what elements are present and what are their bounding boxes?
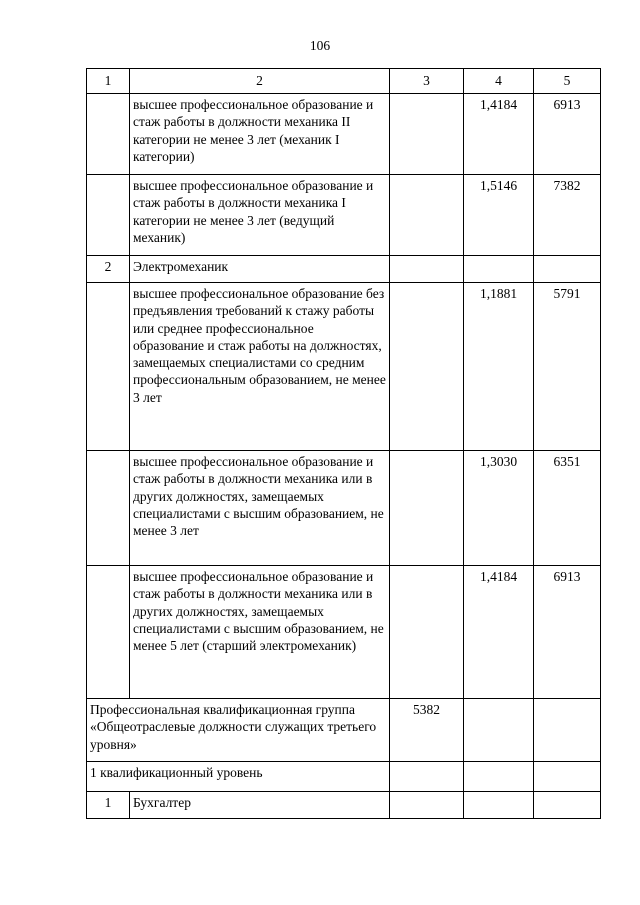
- row-coefficient: 1,4184: [464, 566, 534, 699]
- row-description: Бухгалтер: [130, 792, 390, 819]
- row-coefficient: [464, 256, 534, 283]
- level-row: [87, 762, 601, 792]
- row-description: высшее профессиональное образование без предъявления требований к стажу работы или среднее профессиональное образование и стаж работы на должностях, замещаемых специалистами со средним профессиональным образованием, не менее 3 лет: [130, 283, 390, 451]
- row-description: высшее профессиональное образование и стаж работы в должности механика или в других должностях, замещаемых специалистами с высшим образованием, не менее 5 лет (старший электромеханик): [130, 566, 390, 699]
- table-row: [87, 451, 601, 566]
- row-description: высшее профессиональное образование и стаж работы в должности механика или в других должностях, замещаемых специалистами с высшим образованием, не менее 3 лет: [130, 451, 390, 566]
- header-col-4: 4: [464, 69, 534, 94]
- row-number: [87, 283, 130, 451]
- row-salary: [534, 256, 601, 283]
- group-row: [87, 699, 601, 762]
- row-coefficient: 1,4184: [464, 94, 534, 175]
- header-col-2: 2: [130, 69, 390, 94]
- row-salary: 6913: [534, 94, 601, 175]
- row-coefficient: 1,1881: [464, 283, 534, 451]
- row-base-salary: [390, 451, 464, 566]
- row-base-salary: [390, 566, 464, 699]
- row-number: [87, 94, 130, 175]
- row-coefficient: [464, 792, 534, 819]
- level-salary: [534, 762, 601, 792]
- row-salary: 5791: [534, 283, 601, 451]
- row-salary: 6351: [534, 451, 601, 566]
- row-number: [87, 175, 130, 256]
- group-coefficient: [464, 699, 534, 762]
- group-base-salary: 5382: [390, 699, 464, 762]
- row-salary: 7382: [534, 175, 601, 256]
- row-base-salary: [390, 94, 464, 175]
- row-coefficient: 1,5146: [464, 175, 534, 256]
- row-base-salary: [390, 175, 464, 256]
- header-col-5: 5: [534, 69, 601, 94]
- row-salary: [534, 792, 601, 819]
- table-header-row: [87, 69, 601, 94]
- table-row: [87, 566, 601, 699]
- row-description: высшее профессиональное образование и стаж работы в должности механика II категории не менее 3 лет (механик I категории): [130, 94, 390, 175]
- level-title: 1 квалификационный уровень: [87, 762, 390, 792]
- row-number: [87, 451, 130, 566]
- table-row: [87, 256, 601, 283]
- table-row: [87, 792, 601, 819]
- row-description: Электромеханик: [130, 256, 390, 283]
- row-description: высшее профессиональное образование и стаж работы в должности механика I категории не менее 3 лет (ведущий механик): [130, 175, 390, 256]
- table-row: [87, 283, 601, 451]
- table-row: [87, 94, 601, 175]
- row-number: [87, 566, 130, 699]
- row-salary: 6913: [534, 566, 601, 699]
- header-col-1: 1: [87, 69, 130, 94]
- row-coefficient: 1,3030: [464, 451, 534, 566]
- group-salary: [534, 699, 601, 762]
- row-base-salary: [390, 792, 464, 819]
- level-coefficient: [464, 762, 534, 792]
- row-number: 1: [87, 792, 130, 819]
- qualification-table: [86, 68, 601, 819]
- header-col-3: 3: [390, 69, 464, 94]
- row-number: 2: [87, 256, 130, 283]
- group-title: Профессиональная квалификационная группа «Общеотраслевые должности служащих третьего уровня»: [87, 699, 390, 762]
- table-row: [87, 175, 601, 256]
- page-number: 106: [309, 38, 331, 53]
- row-base-salary: [390, 256, 464, 283]
- row-base-salary: [390, 283, 464, 451]
- level-base-salary: [390, 762, 464, 792]
